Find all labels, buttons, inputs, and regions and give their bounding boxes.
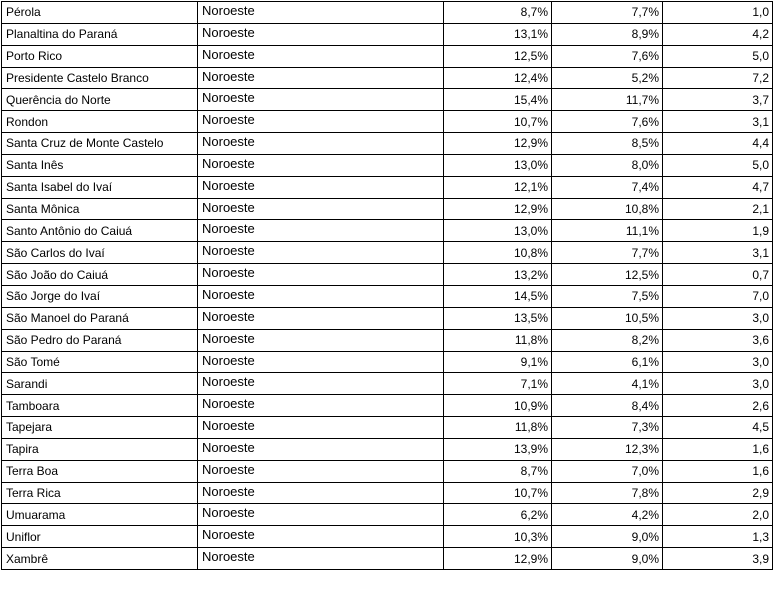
table-row — [2, 220, 773, 242]
value-3-cell: 3,0 — [663, 373, 773, 395]
region-cell: Noroeste — [198, 351, 444, 373]
municipality-cell: São João do Caiuá — [2, 264, 198, 286]
table-row — [2, 329, 773, 351]
value-3-cell: 3,6 — [663, 329, 773, 351]
value-2-cell: 7,0% — [552, 460, 663, 482]
municipality-cell: Umuarama — [2, 504, 198, 526]
table-row — [2, 504, 773, 526]
value-2-cell: 4,2% — [552, 504, 663, 526]
value-3-cell: 1,3 — [663, 526, 773, 548]
municipality-cell: Rondon — [2, 111, 198, 133]
value-1-cell: 11,8% — [444, 329, 552, 351]
value-3-cell: 4,7 — [663, 176, 773, 198]
municipality-cell: Planaltina do Paraná — [2, 23, 198, 45]
value-3-cell: 3,9 — [663, 548, 773, 570]
municipality-cell: São Carlos do Ivaí — [2, 242, 198, 264]
municipality-cell: São Jorge do Ivaí — [2, 285, 198, 307]
value-3-cell: 0,7 — [663, 264, 773, 286]
table-row — [2, 285, 773, 307]
municipality-cell: Porto Rico — [2, 45, 198, 67]
region-cell: Noroeste — [198, 133, 444, 155]
municipality-cell: São Pedro do Paraná — [2, 329, 198, 351]
value-2-cell: 8,2% — [552, 329, 663, 351]
municipality-cell: Santa Mônica — [2, 198, 198, 220]
table-row — [2, 264, 773, 286]
table-row — [2, 482, 773, 504]
region-cell: Noroeste — [198, 504, 444, 526]
region-cell: Noroeste — [198, 67, 444, 89]
region-cell: Noroeste — [198, 548, 444, 570]
value-1-cell: 12,4% — [444, 67, 552, 89]
municipality-cell: Querência do Norte — [2, 89, 198, 111]
municipality-cell: Pérola — [2, 2, 198, 24]
value-2-cell: 10,8% — [552, 198, 663, 220]
region-cell: Noroeste — [198, 417, 444, 439]
value-3-cell: 1,9 — [663, 220, 773, 242]
value-3-cell: 4,2 — [663, 23, 773, 45]
municipality-cell: Uniflor — [2, 526, 198, 548]
value-2-cell: 7,5% — [552, 285, 663, 307]
region-cell: Noroeste — [198, 460, 444, 482]
value-3-cell: 2,1 — [663, 198, 773, 220]
table-row — [2, 89, 773, 111]
region-cell: Noroeste — [198, 329, 444, 351]
value-1-cell: 10,3% — [444, 526, 552, 548]
value-1-cell: 9,1% — [444, 351, 552, 373]
value-1-cell: 15,4% — [444, 89, 552, 111]
value-2-cell: 8,4% — [552, 395, 663, 417]
region-cell: Noroeste — [198, 242, 444, 264]
value-1-cell: 13,0% — [444, 154, 552, 176]
value-1-cell: 12,1% — [444, 176, 552, 198]
value-1-cell: 12,9% — [444, 133, 552, 155]
value-2-cell: 12,5% — [552, 264, 663, 286]
municipality-cell: Santa Isabel do Ivaí — [2, 176, 198, 198]
value-1-cell: 10,7% — [444, 111, 552, 133]
value-2-cell: 7,7% — [552, 2, 663, 24]
value-1-cell: 8,7% — [444, 2, 552, 24]
value-2-cell: 9,0% — [552, 526, 663, 548]
municipality-cell: Terra Boa — [2, 460, 198, 482]
value-1-cell: 7,1% — [444, 373, 552, 395]
municipality-cell: Terra Rica — [2, 482, 198, 504]
region-cell: Noroeste — [198, 89, 444, 111]
value-2-cell: 8,0% — [552, 154, 663, 176]
value-2-cell: 7,4% — [552, 176, 663, 198]
region-cell: Noroeste — [198, 438, 444, 460]
value-1-cell: 6,2% — [444, 504, 552, 526]
value-2-cell: 6,1% — [552, 351, 663, 373]
value-3-cell: 3,1 — [663, 111, 773, 133]
table-row — [2, 373, 773, 395]
table-row — [2, 154, 773, 176]
table-row — [2, 307, 773, 329]
region-cell: Noroeste — [198, 2, 444, 24]
table-row — [2, 438, 773, 460]
municipality-cell: Presidente Castelo Branco — [2, 67, 198, 89]
table-row — [2, 23, 773, 45]
value-1-cell: 12,9% — [444, 198, 552, 220]
value-1-cell: 11,8% — [444, 417, 552, 439]
municipality-cell: Tapejara — [2, 417, 198, 439]
region-cell: Noroeste — [198, 111, 444, 133]
region-cell: Noroeste — [198, 176, 444, 198]
value-2-cell: 8,5% — [552, 133, 663, 155]
region-cell: Noroeste — [198, 45, 444, 67]
table-row — [2, 460, 773, 482]
region-cell: Noroeste — [198, 220, 444, 242]
region-cell: Noroeste — [198, 395, 444, 417]
value-3-cell: 1,6 — [663, 438, 773, 460]
value-3-cell: 2,6 — [663, 395, 773, 417]
value-3-cell: 7,2 — [663, 67, 773, 89]
value-1-cell: 10,9% — [444, 395, 552, 417]
value-1-cell: 12,9% — [444, 548, 552, 570]
value-2-cell: 7,6% — [552, 111, 663, 133]
value-2-cell: 11,7% — [552, 89, 663, 111]
value-1-cell: 13,1% — [444, 23, 552, 45]
value-3-cell: 3,1 — [663, 242, 773, 264]
value-2-cell: 7,8% — [552, 482, 663, 504]
value-3-cell: 3,7 — [663, 89, 773, 111]
value-2-cell: 5,2% — [552, 67, 663, 89]
table-row — [2, 176, 773, 198]
municipality-cell: Sarandi — [2, 373, 198, 395]
table-row — [2, 526, 773, 548]
value-2-cell: 7,6% — [552, 45, 663, 67]
municipality-cell: Santa Inês — [2, 154, 198, 176]
municipality-cell: Santo Antônio do Caiuá — [2, 220, 198, 242]
region-cell: Noroeste — [198, 154, 444, 176]
value-3-cell: 7,0 — [663, 285, 773, 307]
municipality-cell: Tapira — [2, 438, 198, 460]
value-3-cell: 4,4 — [663, 133, 773, 155]
table-row — [2, 111, 773, 133]
region-cell: Noroeste — [198, 307, 444, 329]
value-3-cell: 2,9 — [663, 482, 773, 504]
municipality-cell: São Manoel do Paraná — [2, 307, 198, 329]
value-1-cell: 10,7% — [444, 482, 552, 504]
region-cell: Noroeste — [198, 198, 444, 220]
value-2-cell: 4,1% — [552, 373, 663, 395]
value-1-cell: 13,2% — [444, 264, 552, 286]
table-row — [2, 67, 773, 89]
value-2-cell: 11,1% — [552, 220, 663, 242]
value-2-cell: 7,3% — [552, 417, 663, 439]
value-3-cell: 3,0 — [663, 307, 773, 329]
value-3-cell: 4,5 — [663, 417, 773, 439]
table-row — [2, 45, 773, 67]
municipality-data-table — [1, 1, 773, 570]
region-cell: Noroeste — [198, 526, 444, 548]
table-row — [2, 133, 773, 155]
value-2-cell: 8,9% — [552, 23, 663, 45]
municipality-cell: Xambrê — [2, 548, 198, 570]
value-2-cell: 7,7% — [552, 242, 663, 264]
table-body — [2, 2, 773, 570]
value-2-cell: 12,3% — [552, 438, 663, 460]
table-row — [2, 198, 773, 220]
value-1-cell: 10,8% — [444, 242, 552, 264]
value-3-cell: 5,0 — [663, 45, 773, 67]
value-1-cell: 13,9% — [444, 438, 552, 460]
value-1-cell: 14,5% — [444, 285, 552, 307]
value-2-cell: 9,0% — [552, 548, 663, 570]
region-cell: Noroeste — [198, 23, 444, 45]
value-2-cell: 10,5% — [552, 307, 663, 329]
value-3-cell: 3,0 — [663, 351, 773, 373]
value-3-cell: 5,0 — [663, 154, 773, 176]
value-3-cell: 2,0 — [663, 504, 773, 526]
value-1-cell: 13,5% — [444, 307, 552, 329]
region-cell: Noroeste — [198, 373, 444, 395]
value-1-cell: 12,5% — [444, 45, 552, 67]
municipality-cell: São Tomé — [2, 351, 198, 373]
region-cell: Noroeste — [198, 285, 444, 307]
value-3-cell: 1,0 — [663, 2, 773, 24]
table-row — [2, 548, 773, 570]
table-row — [2, 242, 773, 264]
table-row — [2, 2, 773, 24]
region-cell: Noroeste — [198, 264, 444, 286]
municipality-cell: Santa Cruz de Monte Castelo — [2, 133, 198, 155]
table-row — [2, 417, 773, 439]
value-1-cell: 8,7% — [444, 460, 552, 482]
table-row — [2, 395, 773, 417]
municipality-cell: Tamboara — [2, 395, 198, 417]
region-cell: Noroeste — [198, 482, 444, 504]
value-3-cell: 1,6 — [663, 460, 773, 482]
table-row — [2, 351, 773, 373]
value-1-cell: 13,0% — [444, 220, 552, 242]
